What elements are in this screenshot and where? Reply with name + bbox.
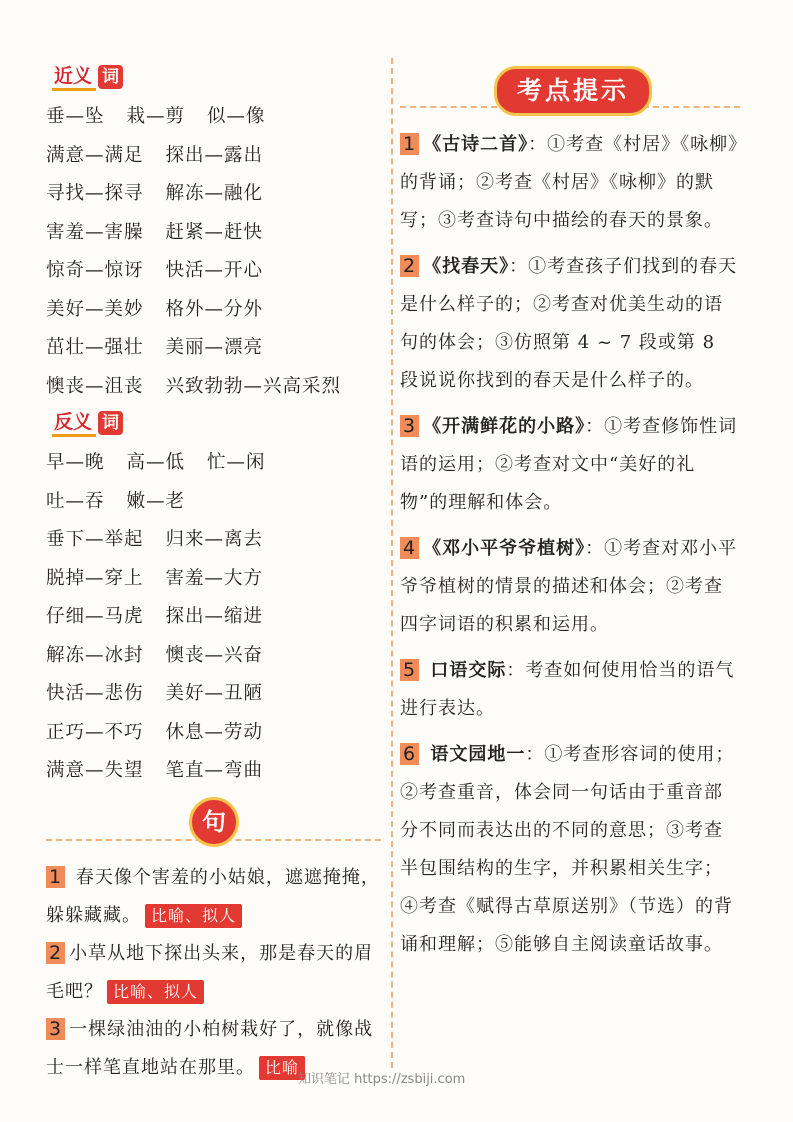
word-pair: 笔直—弯曲 [165, 760, 264, 781]
word-pair-row [46, 368, 381, 407]
word-pair-row [46, 714, 381, 753]
key-point-text: ：①考查对邓小平爷爷植树的情景的描述和体会；②考查四字词语的积累和运用。 [400, 538, 738, 635]
key-point-text: ：①考查《村居》《咏柳》的背诵；②考查《村居》《咏柳》的默写；③考查诗句中描绘的春天的景象。 [400, 134, 739, 231]
word-pair: 兴致勃勃—兴高采烈 [165, 375, 342, 397]
key-points-list [400, 126, 740, 964]
word-pair: 仔细—马虎 [46, 606, 144, 627]
right-column [400, 62, 740, 964]
key-point-number: 6 [400, 743, 419, 765]
sentence-item [46, 859, 381, 935]
key-point-number: 5 [400, 659, 419, 681]
word-pair: 高—低 [126, 452, 186, 473]
key-point-title: 《找春天》 [423, 256, 510, 277]
word-pair: 归来—离去 [165, 529, 264, 550]
word-pair: 惊奇—惊讶 [46, 260, 144, 281]
word-pair: 垂下—举起 [46, 529, 144, 550]
rhetoric-tag: 比喻、拟人 [107, 980, 204, 1004]
key-point-item [400, 530, 740, 644]
synonyms-heading [52, 62, 381, 92]
word-pair: 嫩—老 [126, 490, 186, 512]
key-point-title: 《古诗二首》 [423, 134, 529, 155]
key-point-item [400, 736, 740, 964]
key-point-item [400, 408, 740, 522]
word-pair: 寻找—探寻 [46, 183, 144, 204]
key-point-text: ：考查如何使用恰当的语气进行表达。 [400, 660, 735, 719]
word-pair-row [46, 675, 381, 714]
word-pair: 懊丧—兴奋 [165, 644, 264, 666]
rhetoric-tag: 比喻 [259, 1056, 305, 1080]
word-pair: 美好—美妙 [46, 298, 144, 320]
synonyms-title: 近义 [52, 64, 96, 91]
word-pair: 似—像 [207, 106, 266, 127]
key-point-number: 3 [400, 415, 419, 437]
synonyms-title-badge: 词 [98, 65, 123, 89]
sentence-text: 春天像个害羞的小姑娘，遮遮掩掩，躲躲藏藏。 [46, 866, 380, 926]
key-point-item [400, 126, 740, 240]
word-pair: 解冻—融化 [165, 183, 264, 204]
sentence-number: 3 [46, 1018, 65, 1040]
key-point-text: ：①考查修饰性词语的运用；②考查对文中“美好的礼物”的理解和体会。 [400, 416, 738, 513]
antonyms-title: 反义 [52, 410, 96, 437]
word-pair-row [46, 98, 381, 137]
word-pair: 赶紧—赶快 [165, 221, 264, 243]
sentence-number: 2 [46, 942, 65, 964]
word-pair: 懊丧—沮丧 [46, 375, 144, 397]
sentence-text: 小草从地下探出头来，那是春天的眉毛吧？ [46, 942, 374, 1002]
antonyms-title-badge: 词 [98, 411, 123, 435]
word-pair: 害羞—害臊 [46, 221, 144, 243]
word-pair: 快活—悲伤 [46, 683, 144, 704]
word-pair-row [46, 291, 381, 330]
key-point-text: ：①考查形容词的使用；②考查重音，体会同一句话由于重音部分不同而表达出的不同的意思；③考查半包围结构的生字，并积累相关生字；④考查《赋得古草原送别》（节选）的背诵和理解；⑤能够自主阅读童话故事。 [400, 744, 735, 955]
sentences-list [46, 859, 381, 1087]
word-pair-row [46, 598, 381, 637]
word-pair: 垂—坠 [46, 106, 105, 127]
word-pair: 探出—缩进 [165, 606, 264, 627]
watermark: 知识笔记 https://zsbiji.com [298, 1072, 466, 1087]
key-point-number: 2 [400, 255, 419, 277]
sentences-title: 句 [189, 797, 239, 847]
column-divider [391, 58, 393, 1068]
word-pair-row [46, 214, 381, 253]
word-pair: 格外—分外 [165, 298, 264, 320]
word-pair: 早—晚 [46, 452, 105, 473]
word-pair-row [46, 252, 381, 291]
key-point-title: 《邓小平爷爷植树》 [423, 538, 586, 559]
key-point-title: 语文园地一 [423, 744, 526, 765]
key-point-item [400, 652, 740, 728]
rhetoric-tag: 比喻、拟人 [145, 904, 242, 928]
key-points-heading [400, 62, 740, 118]
word-pair: 栽—剪 [126, 106, 186, 127]
left-column [46, 62, 381, 1087]
word-pair: 满意—满足 [46, 144, 144, 166]
word-pair-row [46, 175, 381, 214]
word-pair: 休息—劳动 [165, 721, 264, 743]
key-point-item [400, 248, 740, 400]
synonyms-list [46, 98, 381, 406]
word-pair-row [46, 329, 381, 368]
key-point-number: 1 [400, 133, 419, 155]
sentence-text: 一棵绿油油的小柏树栽好了，就像战士一样笔直地站在那里。 [46, 1018, 374, 1078]
key-point-title: 口语交际 [423, 660, 507, 681]
sentence-number: 1 [46, 866, 65, 888]
key-point-number: 4 [400, 537, 419, 559]
word-pair-row [46, 521, 381, 560]
word-pair: 美丽—漂亮 [165, 337, 264, 358]
word-pair: 脱掉—穿上 [46, 567, 144, 589]
word-pair: 害羞—大方 [165, 567, 264, 589]
word-pair-row [46, 444, 381, 483]
word-pair: 茁壮—强壮 [46, 337, 144, 358]
word-pair: 正巧—不巧 [46, 721, 144, 743]
word-pair-row [46, 483, 381, 522]
sentence-item [46, 935, 381, 1011]
word-pair: 解冻—冰封 [46, 644, 144, 666]
word-pair-row [46, 137, 381, 176]
word-pair-row [46, 752, 381, 791]
word-pair: 美好—丑陋 [165, 683, 264, 704]
sentences-heading [46, 795, 381, 859]
word-pair: 探出—露出 [165, 144, 264, 166]
word-pair: 满意—失望 [46, 760, 144, 781]
word-pair: 吐—吞 [46, 490, 105, 512]
antonyms-heading [52, 408, 381, 438]
word-pair-row [46, 637, 381, 676]
word-pair-row [46, 560, 381, 599]
word-pair: 快活—开心 [165, 260, 264, 281]
key-point-text: ：①考查孩子们找到的春天是什么样子的；②考查对优美生动的语句的体会；③仿照第 4 ~ 7 段或第 8 段说说你找到的春天是什么样子的。 [400, 256, 738, 391]
key-points-title: 考点提示 [494, 66, 652, 116]
word-pair: 忙—闲 [207, 452, 266, 473]
key-point-title: 《开满鲜花的小路》 [423, 416, 586, 437]
antonyms-list [46, 444, 381, 791]
